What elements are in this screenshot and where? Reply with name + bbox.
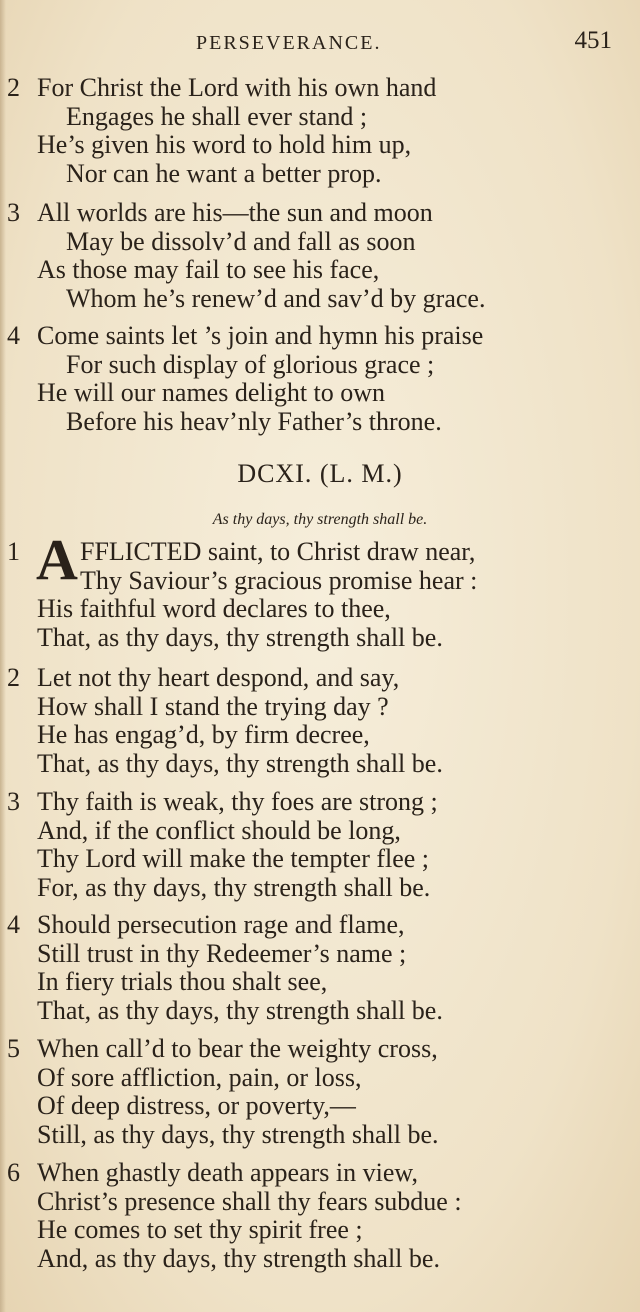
verse-line: For such display of glorious grace ; xyxy=(66,349,435,379)
verse-line: His faithful word declares to thee, xyxy=(37,594,391,623)
stanza-number: 2 xyxy=(7,73,20,102)
verse-line: 1 A FFLICTED saint, to Christ draw near, xyxy=(7,527,476,592)
verse-line: Still trust in thy Redeemer’s name ; xyxy=(37,938,407,968)
hymn-stanza-3 xyxy=(0,788,640,902)
prev-stanza-3 xyxy=(0,199,640,313)
hymn-stanza-4 xyxy=(0,911,640,1025)
verse-line: For, as thy days, thy strength shall be. xyxy=(37,872,431,902)
stanza-number: 6 xyxy=(7,1158,20,1187)
verse-line: Before his heav’nly Father’s throne. xyxy=(66,406,442,436)
verse-line: As those may fail to see his face, xyxy=(37,255,380,284)
verse-line: 4 Come saints let ’s join and hymn his praise xyxy=(7,321,484,350)
verse-line: He has engag’d, by firm decree, xyxy=(37,720,370,749)
stanza-number: 4 xyxy=(7,910,20,939)
stanza-number: 1 xyxy=(7,537,20,566)
verse-line: 2 Let not thy heart despond, and say, xyxy=(7,663,400,692)
drop-cap: A xyxy=(36,527,78,592)
verse-line: That, as thy days, thy strength shall be. xyxy=(37,622,443,652)
hymn-heading: DCXI. (L. M.) xyxy=(237,459,403,488)
verse-line: Christ’s presence shall thy fears subdue : xyxy=(37,1186,462,1216)
verse-line: Of sore affliction, pain, or loss, xyxy=(37,1062,362,1092)
verse-line: May be dissolv’d and fall as soon xyxy=(66,226,416,256)
verse-line: He comes to set thy spirit free ; xyxy=(37,1215,363,1244)
hymn-subtitle: As thy days, thy strength shall be. xyxy=(212,511,428,528)
verse-line: And, as thy days, thy strength shall be. xyxy=(37,1243,440,1273)
verse-line: Engages he shall ever stand ; xyxy=(66,101,368,131)
verse-line: Of deep distress, or poverty,— xyxy=(37,1091,356,1120)
verse-line: He’s given his word to hold him up, xyxy=(37,130,412,159)
verse-line: And, if the conflict should be long, xyxy=(37,815,401,845)
stanza-number: 3 xyxy=(7,198,20,227)
verse-line: Nor can he want a better prop. xyxy=(66,158,382,188)
verse-line: 4 Should persecution rage and flame, xyxy=(7,910,405,939)
stanza-number: 5 xyxy=(7,1034,20,1063)
verse-line: 5 When call’d to bear the weighty cross, xyxy=(7,1034,438,1063)
verse-line: In fiery trials thou shalt see, xyxy=(37,967,328,996)
stanza-number: 4 xyxy=(7,321,20,350)
prev-stanza-2 xyxy=(0,74,640,188)
verse-line: Thy Saviour’s gracious promise hear : xyxy=(80,565,478,595)
verse-line: Still, as thy days, thy strength shall be. xyxy=(37,1119,439,1149)
running-head xyxy=(0,28,640,58)
hymn-stanza-1 xyxy=(0,527,640,652)
verse-line: 2 For Christ the Lord with his own hand xyxy=(7,73,437,102)
prev-stanza-4 xyxy=(0,322,640,436)
page-number: 451 xyxy=(574,27,612,54)
verse-line: How shall I stand the trying day ? xyxy=(37,691,389,721)
hymn-stanza-6 xyxy=(0,1159,640,1273)
verse-line: 3 All worlds are his—the sun and moon xyxy=(7,198,433,227)
stanza-number: 2 xyxy=(7,663,20,692)
verse-line: That, as thy days, thy strength shall be. xyxy=(37,748,443,778)
hymn-stanza-2 xyxy=(0,664,640,778)
verse-line: That, as thy days, thy strength shall be. xyxy=(37,995,443,1025)
stanza-number: 3 xyxy=(7,787,20,816)
verse-line: He will our names delight to own xyxy=(37,378,386,407)
verse-line: 6 When ghastly death appears in view, xyxy=(7,1158,418,1187)
verse-line: Thy Lord will make the tempter flee ; xyxy=(37,844,430,873)
verse-line: 3 Thy faith is weak, thy foes are strong ; xyxy=(7,787,438,816)
hymn-stanza-5 xyxy=(0,1035,640,1149)
verse-line: Whom he’s renew’d and sav’d by grace. xyxy=(66,283,486,313)
running-title: PERSEVERANCE. xyxy=(196,32,382,54)
